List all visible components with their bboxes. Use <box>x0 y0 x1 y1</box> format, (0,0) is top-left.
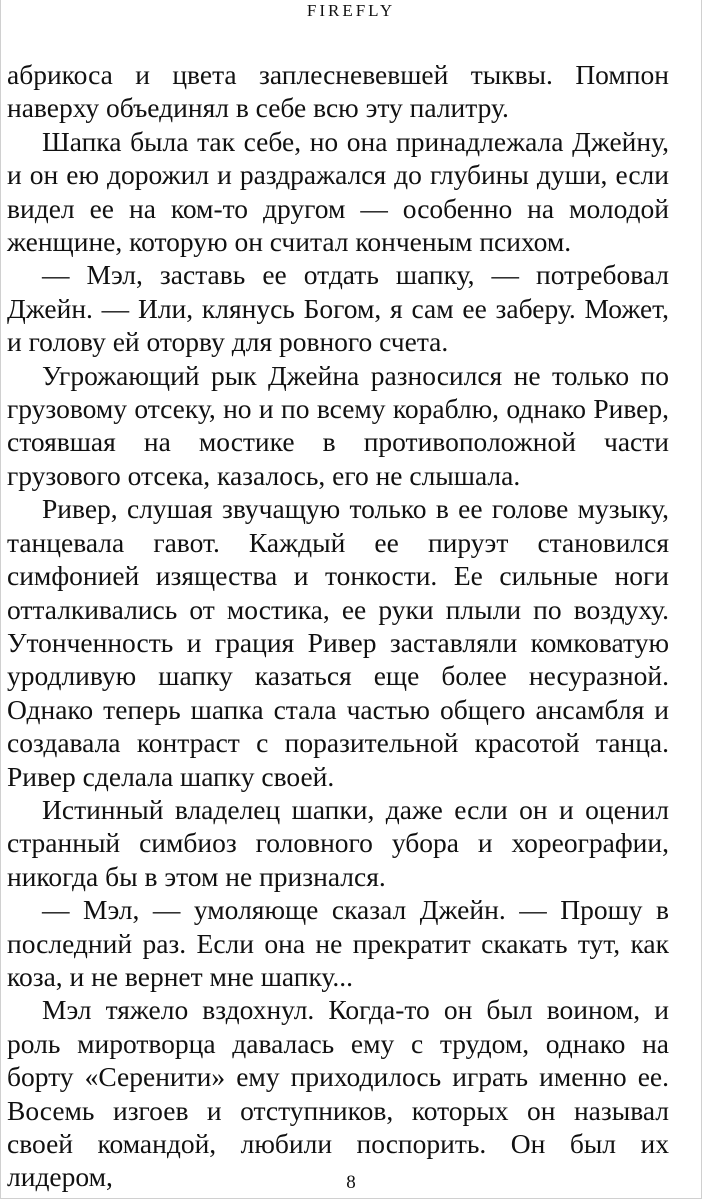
paragraph-dialogue: — Мэл, — умоляюще сказал Джейн. — Прошу в последний раз. Если она не прекратит скакать тут, как коза, и не вернет мне шапку... <box>7 894 669 992</box>
body-text <box>7 58 669 1194</box>
paragraph-dialogue: — Мэл, заставь ее отдать шапку, — потребовал Джейн. — Или, клянусь Богом, я сам ее заберу. Может, и голову ей оторву для ровного счета. <box>7 259 669 358</box>
paragraph-continued: абрикоса и цвета заплесневевшей тыквы. Помпон наверху объединял в себе всю эту палитру. <box>7 59 669 124</box>
page-number: 8 <box>346 1172 356 1193</box>
running-title: FIREFLY <box>306 1 396 20</box>
paragraph: Мэл тяжело вздохнул. Когда-то он был воином, и роль миротворца давалась ему с трудом, однако на борту «Серенити» ему приходилось играть именно ее. Восемь изгоев и отступников, которых он называл своей командой, любили поспорить. Он был их лидером, <box>7 994 669 1193</box>
paragraph: Угрожающий рык Джейна разносился не только по грузовому отсеку, но и по всему кораблю, однако Ривер, стоявшая на мостике в противоположной части грузового отсека, казалось, его не слышала. <box>7 359 669 491</box>
paragraph: Шапка была так себе, но она принадлежала Джейну, и он ею дорожил и раздражался до глубины души, если видел ее на ком-то другом — особенно на молодой женщине, которую он считал конченым психом. <box>7 125 669 258</box>
paragraph: Истинный владелец шапки, даже если он и оценил странный симбиоз головного убора и хореографии, никогда бы в этом не признался. <box>7 793 669 892</box>
paragraph: Ривер, слушая звучащую только в ее голове музыку, танцевала гавот. Каждый ее пируэт становился симфонией изящества и тонкости. Ее сильные ноги отталкивались от мостика, ее руки плыли по воздуху. Утонченность и грация Ривер заставляли комковатую уродливую шапку казаться еще более несуразной. Однако теперь шапка стала частью общего ансамбля и создавала контраст с поразительной красотой танца. Ривер сделала шапку своей. <box>7 493 669 792</box>
